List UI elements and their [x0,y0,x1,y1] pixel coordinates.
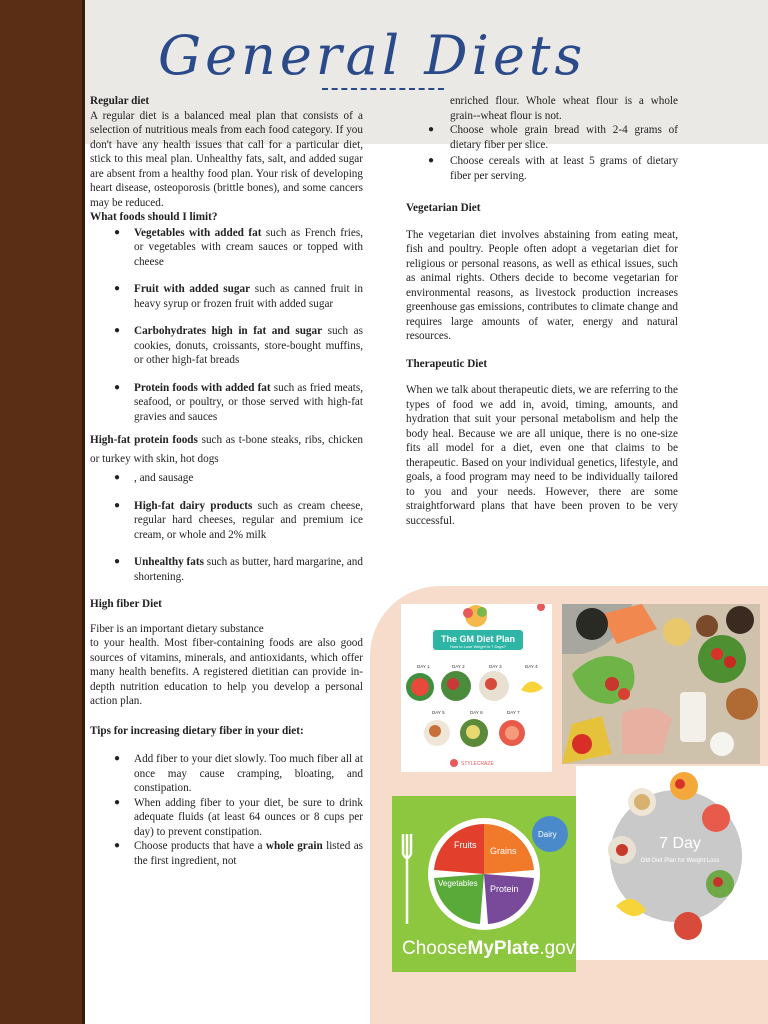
item-text: , and sausage [134,472,194,484]
bullet-icon: ● [114,472,121,483]
list-item [90,324,363,368]
seven-day-plan-image [576,766,768,960]
gm-day-label: DAY 2 [452,664,465,669]
healthy-food-photo [562,604,760,764]
list-item [90,226,363,270]
protein-line [90,431,363,469]
plate-label-grains: Grains [490,846,517,856]
plate-label-dairy: Dairy [538,830,557,839]
item-text: such as butter, hard margarine, and shortening. [134,556,363,583]
bullet-icon: ● [428,124,435,135]
limit-heading: What foods should I limit? [90,211,218,223]
gm-day-label: DAY 3 [489,664,502,669]
gm-day-label: DAY 6 [470,710,483,715]
bullet-icon: ● [114,226,121,238]
list-item [90,839,363,868]
gm-title: The GM Diet Plan [440,634,516,644]
list-item [406,154,678,183]
gm-subtitle: How to Lose Weight in 7 Days? [450,644,506,649]
protein-bold: High-fat protein foods [90,434,198,446]
regular-diet-heading: Regular diet [90,95,150,107]
list-item [406,94,678,123]
item-bold: Carbohydrates high in fat and sugar [134,325,323,337]
item-text: such as canned fruit in heavy syrup or frozen fruit with added sugar [134,283,364,310]
gm-day-label: DAY 4 [525,664,538,669]
fiber-text: to your health. Most fiber-containing foods are also good sources of vitamins, minerals, and antioxidants, which offer many health benefits. A registered dietitian can provide in-depth nutrition education to help you develop a personal action plan. [90,637,363,707]
list-item [90,381,363,425]
page-title-text: General Diets [158,24,587,87]
seven-day-title: 7 Day [659,835,701,852]
list-item [90,499,363,543]
title-dashed-underline [322,88,444,90]
bullet-text: Choose whole grain bread with 2-4 grams of dietary fiber per slice. [450,124,678,151]
gm-day-label: DAY 5 [432,710,445,715]
brand-part: MyPlate [467,938,540,959]
item-bold: Protein foods with added fat [134,381,271,394]
tip-rest: listed as the first ingredient, not [134,840,364,867]
gm-diet-plan-image [401,604,552,772]
tip-text: When adding fiber to your diet, be sure to drink adequate fluids (at least 64 ounces or 8 cups per day) to prevent constipation. [134,796,363,838]
item-bold: Vegetables with added fat [134,226,262,239]
tip-text: Choose products that have a [134,840,266,852]
bullet-icon: ● [114,325,121,336]
plate-label-protein: Protein [490,884,519,894]
bullet-icon: ● [114,283,121,294]
stylecraze-logo: STYLECRAZE [461,761,494,767]
tip-bold: whole grain [265,840,323,852]
item-text: such as fried meats, seafood, or poultry, or those served with high-fat gravies and sauces [134,381,364,423]
plate-label-vegetables: Vegetables [438,879,478,888]
limit-list-2 [90,471,363,584]
seven-day-subtitle: GM Diet Plan for Weight Loss [640,858,720,864]
tips-list [90,752,363,868]
protein-text: such as t-bone steaks, ribs, chicken or turkey with skin, hot dogs [90,434,363,465]
myplate-image [392,796,576,972]
choosemyplate-logo [402,938,576,959]
gm-day-label: DAY 1 [417,664,430,669]
fiber-tips-continued [406,94,678,183]
bullet-text: Choose cereals with at least 5 grams of dietary fiber per serving. [450,155,678,182]
brand-part: Choose [402,938,468,959]
bullet-icon: ● [114,556,121,567]
brand-part: .gov [539,938,576,959]
right-column [406,94,678,528]
vegetarian-heading: Vegetarian Diet [406,202,481,214]
bullet-icon: ● [114,796,121,808]
list-item [90,282,363,311]
item-bold: Fruit with added sugar [134,283,251,295]
list-item [90,752,363,796]
bullet-icon: ● [114,753,121,764]
list-item [406,123,678,152]
therapeutic-text: When we talk about therapeutic diets, we are referring to the types of food we add in, avoid, timing, amounts, and hydration that suit your personal metabolism and help the body heal. Because we are all unique, there is no one-size fits all model for a diet, even one that claims to be therapeutic. Based on your individual genetics, lifestyle, and goals, a food program may need to be individually tailored to you and your needs. However, there are some straightforward plans that have been proven to be very successful. [406,384,678,527]
item-bold: Unhealthy fats [134,556,204,568]
regular-diet-text: A regular diet is a balanced meal plan that consists of a selection of nutritious meals from each food category. If you don't have any health issues that call for a particular diet, stick to this meal plan. Unhealthy fats, salt, and added sugar are absent from a healthy food plan. Your risk of developing heart disease, osteoporosis (brittle bones), and some cancers may be reduced. [90,109,363,209]
bullet-icon: ● [114,381,121,393]
limit-list [90,226,363,425]
fiber-heading: High fiber Diet [90,598,162,610]
tips-heading: Tips for increasing dietary fiber in your diet: [90,724,304,737]
tip-text: Add fiber to your diet slowly. Too much fiber all at once may cause cramping, bloating, and constipation. [134,753,363,794]
bullet-icon: ● [428,155,435,166]
left-sidebar-band [0,0,82,1024]
item-bold: High-fat dairy products [134,499,253,512]
list-item [90,555,363,584]
plate-label-fruits: Fruits [454,840,477,850]
item-text: such as French fries, or vegetables with cream sauces or topped with cheese [134,226,363,268]
vegetarian-text: The vegetarian diet involves abstaining from eating meat, fish and poultry. People often adopt a vegetarian diet for religious or personal reasons, as well as ethical issues, such as animal rights. Others decide to become vegetarian for environmental reasons, as livestock production increases greenhouse gas emissions, contributes to climate change and requires large amounts of water, energy and natural resources. [406,228,678,342]
bullet-icon: ● [114,499,121,511]
page-title [150,14,630,94]
item-text: such as cookies, donuts, croissants, store-bought muffins, or other high-fat breads [134,325,364,366]
therapeutic-heading: Therapeutic Diet [406,357,488,370]
bullet-icon: ● [114,840,121,851]
list-item [90,471,363,486]
left-column [90,94,363,868]
list-item [90,796,363,840]
sidebar-edge [82,0,85,1024]
gm-day-label: DAY 7 [507,710,520,715]
fiber-line1: Fiber is an important dietary substance [90,622,264,635]
cont-text: enriched flour. Whole wheat flour is a whole grain--wheat flour is not. [450,95,678,122]
item-text: such as cream cheese, regular hard cheeses, regular and premium ice cream, or whole and 2% milk [134,499,363,541]
